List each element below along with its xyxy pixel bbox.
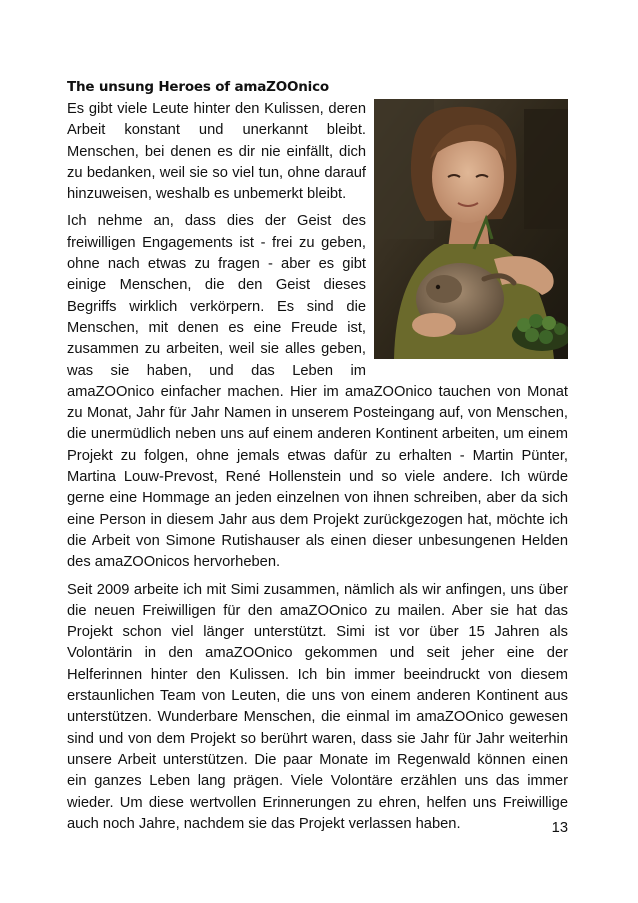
- paragraph-2: Ich nehme an, dass dies der Geist des freiwilligen Engagements ist - frei zu geben, ohne nach etwas zu fragen - aber es gibt einige Menschen, die den Geist dieses Begriffs wirklich verkörpern. Es sind die Menschen, mit denen es eine Freude ist, zusammen zu arbeiten, weil sie alles geben, was sie haben, und das Leben im amaZOOnico einfacher machen. Hier im amaZOOnico tauchen von Monat zu Monat, Jahr für Jahr Namen in unserem Posteingang auf, von Menschen, die unermüdlich neben uns auf einem anderen Kontinent arbeiten, um einem Projekt zu folgen, ohne jemals etwas dafür zu erhalten - Martin Pünter, Martina Louw-Prevost, René Hollenstein und so viele andere. Ich würde gerne eine Hommage an jeden einzelnen von ihnen schreiben, aber da sich eine Person in diesem Jahr aus dem Projekt zurückgezogen hat, möchte ich die Arbeit von Simone Rutishauser als einen dieser unbesungenen Helden des amaZOOnicos hervorheben.: [67, 213, 568, 571]
- photo-illustration: [374, 99, 568, 359]
- paragraph-1: Es gibt viele Leute hinter den Kulissen, deren Arbeit konstant und unerkannt bleibt. Menschen, bei denen es dir nie einfällt, dich zu bedanken, weil sie so viel tun, ohne darauf hinzuweisen, weshalb es unbemerkt bleibt.: [67, 101, 366, 203]
- article-heading: The unsung Heroes of amaZOOnico: [67, 79, 329, 95]
- page-number: 13: [551, 820, 568, 836]
- photo-woman-with-sloth: [374, 99, 568, 359]
- paragraph-3: Seit 2009 arbeite ich mit Simi zusammen, nämlich als wir anfingen, uns über die neuen Freiwilligen für den amaZOOnico zu mailen. Aber sie hat das Projekt schon viel länger unterstützt. Simi ist vor über 15 Jahren als Volontärin in den amaZOOnico gekommen und seit jeher eine der Helferinnen hinter den Kulissen. Ich bin immer beeindruckt von diesem erstaunlichen Team von Leuten, die uns von einem anderen Kontinent aus unterstützen. Wunderbare Menschen, die einmal im amaZOOnico gewesen sind und von dem Projekt so berührt waren, dass sie Jahr für Jahr weiterhin unsere Arbeit unterstützen. Die paar Monate im Regenwald können einen ein ganzes Leben lang prägen. Viele Volontäre erzählen uns das immer wieder. Um diese wertvollen Erinnerungen zu ehren, helfen uns Freiwillige auch noch Jahre, nachdem sie das Projekt verlassen haben.: [67, 581, 568, 832]
- document-page: [67, 77, 568, 841]
